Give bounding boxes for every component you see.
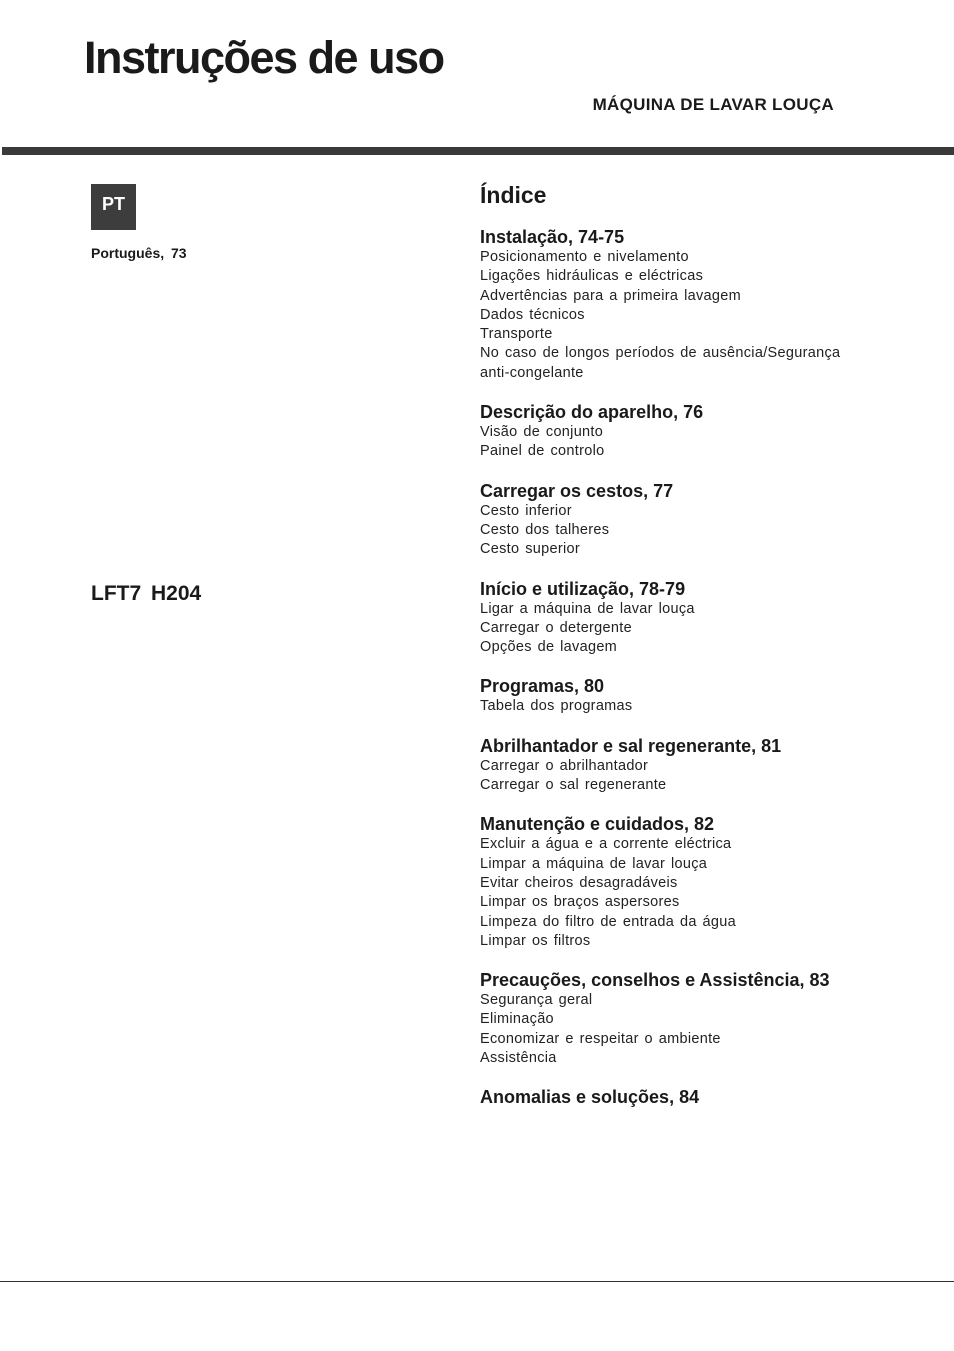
toc-section	[480, 401, 890, 462]
toc-section	[480, 813, 890, 951]
toc-sections	[480, 226, 890, 1108]
document-title: Instruções de uso	[84, 32, 444, 83]
toc-item: Transporte	[480, 326, 553, 343]
toc-section-heading: Precauções, conselhos e Assistência, 83	[480, 970, 830, 991]
toc-item: Eliminação	[480, 1011, 554, 1028]
language-badge: PT	[91, 184, 136, 230]
toc-section	[480, 675, 890, 716]
toc-section-heading: Início e utilização, 78-79	[480, 578, 686, 599]
toc-item: No caso de longos períodos de ausência/Segurança	[480, 345, 841, 362]
toc-section	[480, 1086, 890, 1108]
table-of-contents	[480, 180, 890, 1126]
toc-item: Cesto dos talheres	[480, 521, 610, 538]
toc-item: Visão de conjunto	[480, 424, 604, 441]
toc-section-heading: Abrilhantador e sal regenerante, 81	[480, 735, 782, 756]
toc-item: Excluir a água e a corrente eléctrica	[480, 836, 732, 853]
toc-section	[480, 735, 890, 796]
footer-divider	[0, 1281, 954, 1282]
toc-item: Advertências para a primeira lavagem	[480, 287, 741, 304]
toc-item: Economizar e respeitar o ambiente	[480, 1030, 721, 1047]
toc-title: Índice	[480, 182, 547, 208]
toc-item: Limpar a máquina de lavar louça	[480, 855, 708, 872]
toc-section	[480, 480, 890, 560]
model-number: LFT7 H204	[91, 582, 202, 605]
toc-section	[480, 969, 890, 1068]
toc-item: Limpeza do filtro de entrada da água	[480, 913, 736, 930]
toc-section-heading: Manutenção e cuidados, 82	[480, 814, 715, 835]
toc-item: Posicionamento e nivelamento	[480, 249, 689, 265]
header-divider	[2, 147, 954, 155]
toc-section	[480, 578, 890, 658]
toc-section	[480, 226, 890, 383]
toc-item: Painel de controlo	[480, 443, 605, 460]
toc-item: anti-congelante	[480, 364, 584, 381]
toc-item: Evitar cheiros desagradáveis	[480, 874, 678, 891]
toc-section-heading: Descrição do aparelho, 76	[480, 402, 704, 423]
toc-item: Cesto superior	[480, 541, 580, 558]
toc-item: Ligações hidráulicas e eléctricas	[480, 268, 704, 285]
toc-item: Assistência	[480, 1050, 557, 1067]
toc-item: Carregar o sal regenerante	[480, 777, 667, 794]
toc-item: Dados técnicos	[480, 306, 585, 323]
toc-item: Ligar a máquina de lavar louça	[480, 600, 695, 617]
language-label: Português, 73	[91, 245, 187, 261]
toc-section-heading: Programas, 80	[480, 676, 605, 697]
toc-item: Tabela dos programas	[480, 698, 633, 715]
toc-section-heading: Instalação, 74-75	[480, 227, 625, 247]
toc-item: Limpar os braços aspersores	[480, 894, 680, 911]
toc-section-heading: Anomalias e soluções, 84	[480, 1087, 700, 1108]
toc-section-heading: Carregar os cestos, 77	[480, 480, 674, 501]
toc-item: Limpar os filtros	[480, 932, 591, 949]
toc-item: Opções de lavagem	[480, 639, 618, 656]
product-type: MÁQUINA DE LAVAR LOUÇA	[592, 95, 834, 114]
toc-item: Carregar o detergente	[480, 619, 632, 636]
toc-item: Segurança geral	[480, 992, 593, 1009]
toc-item: Cesto inferior	[480, 502, 572, 519]
toc-item: Carregar o abrilhantador	[480, 757, 649, 774]
